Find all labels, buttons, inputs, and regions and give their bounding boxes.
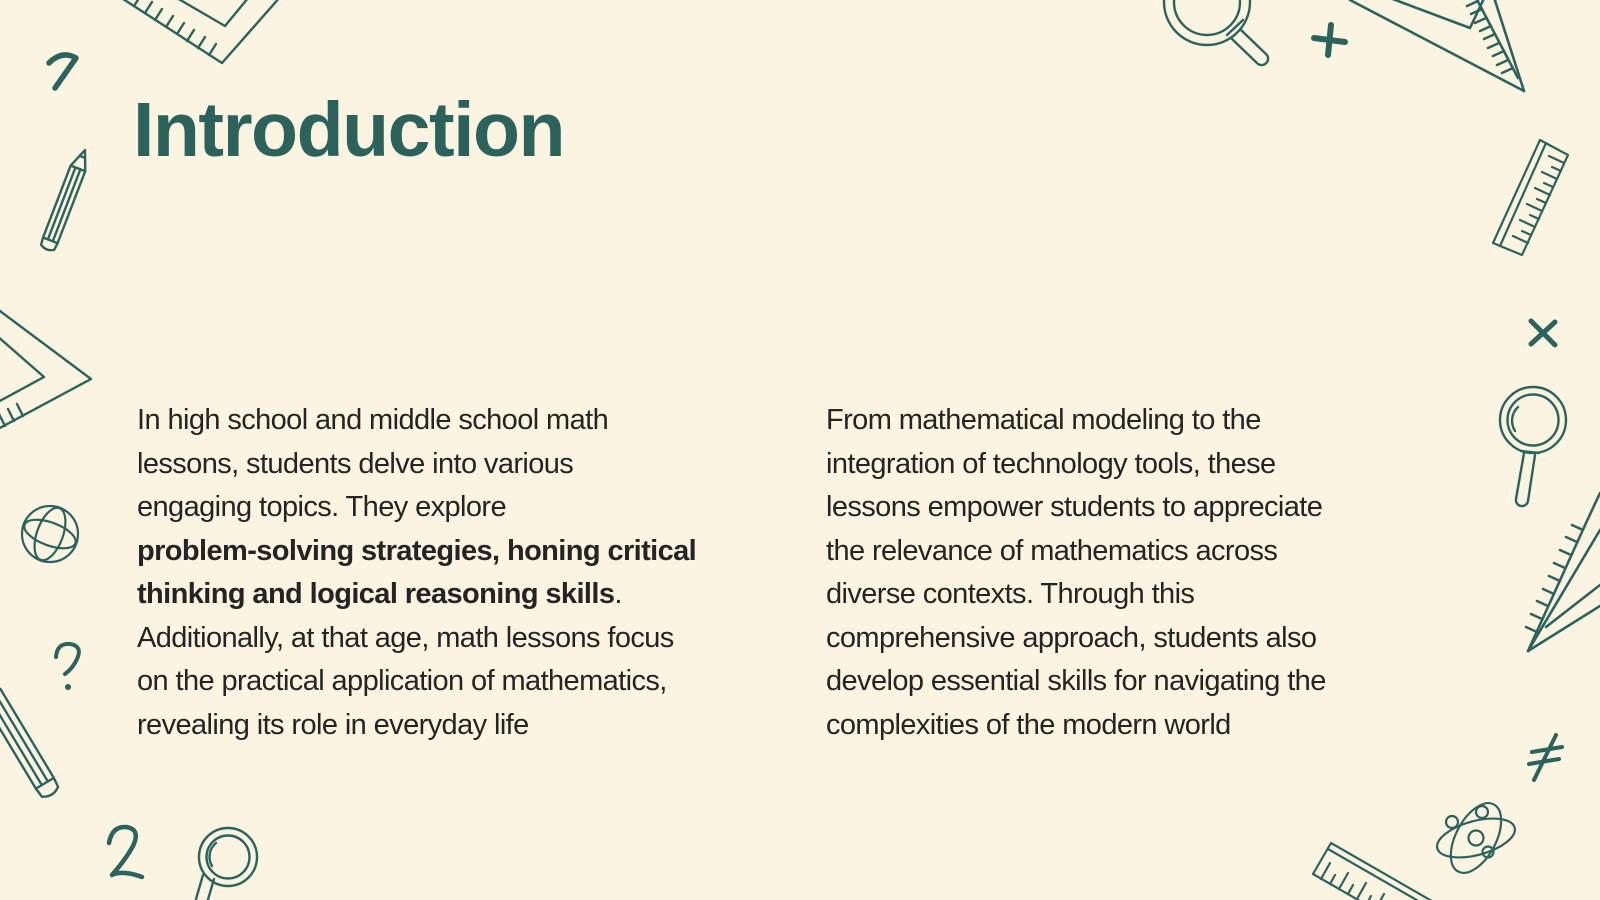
paragraph-line: From mathematical modeling to the bbox=[826, 404, 1261, 436]
magnifier-icon bbox=[1164, 0, 1268, 65]
atom-icon bbox=[1433, 795, 1519, 881]
hook-mark-doodle bbox=[49, 55, 76, 88]
paragraph-line: complexities of the modern world bbox=[826, 708, 1231, 741]
pencil-icon bbox=[0, 667, 61, 800]
set-square-icon bbox=[0, 308, 91, 430]
paragraph-line: In high school and middle school math bbox=[137, 404, 609, 436]
numeral-2-doodle bbox=[109, 827, 142, 877]
l-square-ruler-icon bbox=[103, 0, 288, 63]
magnifier-icon bbox=[1500, 387, 1566, 506]
slide-title: Introduction bbox=[133, 87, 565, 173]
magnifier-icon bbox=[196, 828, 257, 900]
paragraph-line: lessons, students delve into various bbox=[137, 447, 574, 480]
globe-icon bbox=[21, 504, 80, 565]
paragraph-line: integration of technology tools, these bbox=[826, 447, 1276, 480]
paragraph-line: lessons empower students to appreciate bbox=[826, 491, 1323, 523]
paragraph-line: develop essential skills for navigating the bbox=[826, 665, 1326, 697]
pencil-icon bbox=[40, 147, 93, 252]
ruler-icon bbox=[1493, 140, 1568, 255]
not-equal-icon bbox=[1529, 735, 1562, 780]
paragraph-left bbox=[137, 399, 777, 747]
paragraph-line: engaging topics. They explore bbox=[137, 491, 506, 523]
multiply-icon bbox=[1531, 321, 1555, 345]
set-square-icon bbox=[1350, 0, 1524, 91]
paragraph-line: the relevance of mathematics across bbox=[826, 534, 1278, 567]
paragraph-line: on the practical application of mathematics, bbox=[137, 665, 667, 697]
paragraph-line: comprehensive approach, students also bbox=[826, 621, 1317, 654]
paragraph-right bbox=[826, 399, 1426, 747]
paragraph-line: Additionally, at that age, math lessons focus bbox=[137, 621, 674, 654]
set-square-icon bbox=[1526, 493, 1600, 651]
paragraph-line: thinking and logical reasoning skills. bbox=[137, 578, 622, 610]
plus-icon bbox=[1314, 25, 1345, 55]
question-mark-doodle bbox=[56, 644, 79, 690]
paragraph-line: revealing its role in everyday life bbox=[137, 708, 529, 741]
paragraph-line: problem-solving strategies, honing critical bbox=[137, 534, 697, 567]
ruler-icon bbox=[1313, 843, 1444, 900]
paragraph-line: diverse contexts. Through this bbox=[826, 578, 1195, 610]
